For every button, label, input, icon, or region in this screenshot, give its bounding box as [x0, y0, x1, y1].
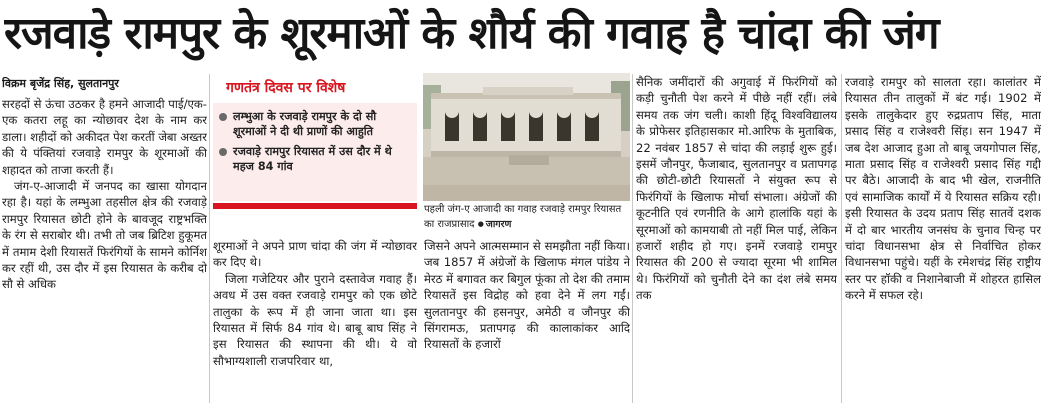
column-divider	[632, 74, 633, 403]
article-column-1	[2, 96, 207, 403]
byline: विक्रम बृजेंद्र सिंह, सुलतानपुर	[2, 77, 119, 90]
caption-text: पहली जंग-ए आजादी का गवाह रजवाड़े रामपुर रियासत का राजप्रासाद	[424, 204, 622, 230]
photo-credit: ● जागरण	[478, 219, 512, 230]
palace-photo	[423, 73, 630, 201]
paragraph: जिसने अपने आत्मसम्मान से समझौता नहीं किया। जब 1857 में अंग्रेजों के खिलाफ मंगल पांडेय ने मेरठ में बगावत कर बिगुल फूंका तो देश की तमाम रियासतें इस विद्रोह को हवा देने में लग गईं। सुलतानपुर की हसनपुर, अमेठी व जौनपुर की सिंगरामऊ, प्रतापगढ़ की कालाकांकर आदि रियासतों के हजारों	[424, 239, 630, 352]
article-column-2	[213, 238, 417, 403]
palace-image	[423, 73, 630, 201]
paragraph: जिला गजेटियर और पुराने दस्तावेज गवाह हैं। अवध में उस वक्त रजवाड़े रामपुर को एक छोटे तालुका के रूप में ही जाना जाता था। इस रियासत में सिर्फ 84 गांव थे। बाबू बाघ सिंह ने इस रियासत की स्थापना की थी। ये वो सौभाग्यशाली राजपरिवार था,	[213, 271, 417, 368]
column-divider	[209, 74, 210, 403]
highlight-item	[219, 144, 411, 174]
paragraph: शूरमाओं ने अपने प्राण चांदा की जंग में न्योछावर कर दिए थे।	[213, 239, 417, 270]
paragraph: जंग-ए-आजादी में जनपद का खासा योगदान रहा है। यहां के लम्भुआ तहसील क्षेत्र की रजवाड़े रामपुर रियासत छोटी होने के बावजूद राष्ट्रभक्ति के रंग से सराबोर थी। तभी तो जब ब्रिटिश हुकूमत में तमाम देशी रियासतें फिरंगियों के सामने कोर्निश कर रहीं थी, उस दौर में इस रियासत के करीब दो सौ से अधिक	[2, 179, 207, 292]
article-column-4	[636, 74, 837, 403]
headline: रजवाड़े रामपुर के शूरमाओं के शौर्य की गवाह है चांदा की जंग	[4, 8, 939, 59]
photo-caption	[424, 203, 630, 235]
special-section-tag: गणतंत्र दिवस पर विशेष	[226, 77, 406, 99]
accent-bar	[213, 203, 417, 209]
bullet-icon	[219, 113, 227, 121]
bullet-icon	[219, 148, 227, 156]
highlight-text: लम्भुआ के रजवाड़े रामपुर के दो सौ शूरमाओं ने दी थी प्राणों की आहुति	[233, 110, 377, 138]
paragraph: सैनिक जमींदारों की अगुवाई में फिरंगियों को कड़ी चुनौती पेश करने में पीछे नहीं रहीं। लंबे समय तक जंग चली। काशी हिंदू विश्वविद्यालय के प्रोफेसर इतिहासकार मो.आरिफ के मुताबिक, 22 नवंबर 1857 से चांदा की लड़ाई शुरू हुई। इसमें जौनपुर, फैजाबाद, सुलतानपुर व प्रतापगढ़ की छोटी-छोटी रियासतों ने संयुक्त रूप से फिरंगियों के खिलाफ मोर्चा संभाला। अंग्रेजों की कूटनीति एवं रणनीति के आगे हालांकि यहां के सूरमाओं को कामयाबी तो नहीं मिल पाई, लेकिन हजारों शहीद हो गए। इनमें रजवाड़े रामपुर रियासत की 200 से ज्यादा सूरमा भी शामिल थे। फिरंगियों को चुनौती देने का दंश लंबे समय तक	[636, 75, 837, 303]
article-column-5	[845, 74, 1041, 403]
paragraph: रजवाड़े रामपुर को सालता रहा। कालांतर में रियासत तीन तालुकों में बंट गई। 1902 में इसके तालुकेदार हुए रुद्रप्रताप सिंह, माता प्रसाद सिंह व राजेश्वरी सिंह। सन 1947 में जब देश आजाद हुआ तो बाबू जयगोपाल सिंह, माता प्रसाद सिंह व राजेश्वरी प्रसाद सिंह गद्दी पर बैठे। आजादी के बाद भी खेल, राजनीति एवं सामाजिक कार्यों में ये रियासत सक्रिय रही। इसी रियासत के उदय प्रताप सिंह सातवें दशक में दो बार भारतीय जनसंघ के चुनाव चिन्ह पर चांदा विधानसभा क्षेत्र से निर्वाचित होकर विधानसभा पहुंचे। यहीं के रमेशचंद्र सिंह राष्ट्रीय स्तर पर हॉकी व निशानेबाजी में शोहरत हासिल करने में सफल रहे।	[845, 75, 1041, 303]
column-divider	[841, 74, 842, 403]
highlight-text: रजवाड़े रामपुर रियासत में उस दौर में थे महज 84 गांव	[233, 145, 392, 173]
highlights-box	[213, 103, 417, 201]
paragraph: सरहदों से ऊंचा उठकर है हमने आजादी पाई/एक-एक कतरा लहू का न्योछावर देश के नाम कर डाला। शहीदों को अकीदत पेश करतीं जेबा अख्तर की ये पंक्तियां रजवाड़े रामपुर के शूरमाओं की शहादत को ताजा करती हैं।	[2, 97, 207, 177]
article-column-3	[424, 238, 630, 403]
highlight-item	[219, 109, 411, 139]
